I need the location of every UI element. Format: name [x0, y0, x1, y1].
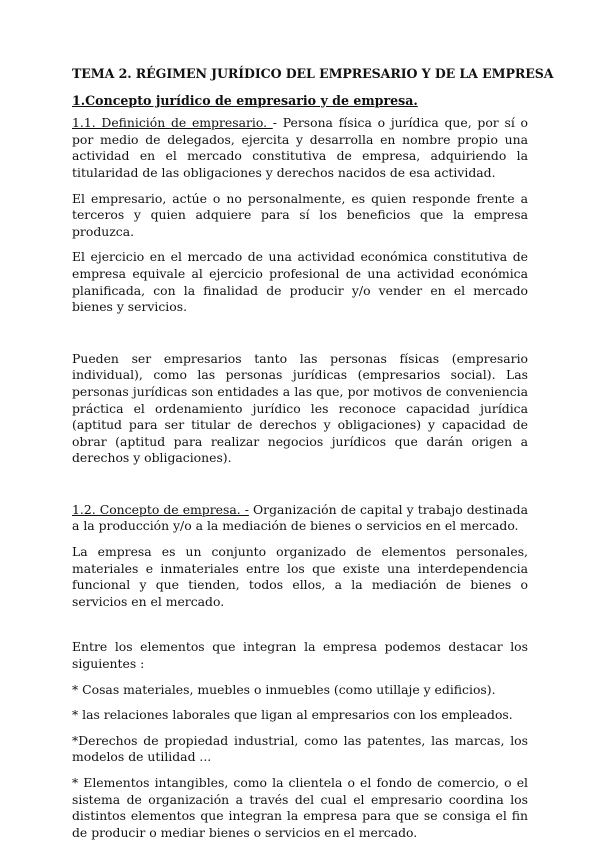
paragraph-ejercicio: El ejercicio en el mercado de una actividad económica constitutiva de empresa equivale al ejercicio profesional de una actividad económica planificada, con la finalidad de producir y/o vender en el mercado bienes y servicios.	[72, 249, 528, 315]
paragraph-pueden: Pueden ser empresarios tanto las personas físicas (empresario individual), como las personas jurídicas (empresarios social). Las personas jurídicas son entidades a las que, por motivos de conveniencia práctica el ordenamiento jurídico les reconoce capacidad jurídica (aptitud para ser titular de derechos y obligaciones) y capacidad de obrar (aptitud para realizar negocios jurídicos que darán origen a derechos y obligaciones).	[72, 350, 528, 466]
document-title: TEMA 2. RÉGIMEN JURÍDICO DEL EMPRESARIO Y DE LA EMPRESA	[72, 66, 554, 81]
document-page	[72, 66, 554, 850]
list-item: * las relaciones laborales que ligan al empresarios con los empleados.	[72, 707, 513, 723]
definition-empresario-text: - Persona física o jurídica que, por sí o por medio de delegados, ejercita y desarrolla en nombre propio una actividad en el mercado constitutiva de empresa, adquiriendo la titularidad de las obligaciones y derechos nacidos de esa actividad.	[72, 115, 528, 180]
definition-empresa	[72, 502, 528, 535]
paragraph-empresa: La empresa es un conjunto organizado de elementos personales, materiales e inmateriales entre los que existe una interdependencia funcional y que tienden, todos ellos, a la mediación de bienes o servicios en el mercado.	[72, 544, 528, 609]
section-heading-1: 1.Concepto jurídico de empresario y de empresa.	[72, 92, 418, 108]
definition-empresario	[72, 115, 528, 181]
list-item: *Derechos de propiedad industrial, como las patentes, las marcas, los modelos de utilidad ...	[72, 732, 528, 765]
paragraph-empresario: El empresario, actúe o no personalmente, es quien responde frente a terceros y quien adquiere para sí los beneficios que la empresa produzca.	[72, 190, 528, 239]
definition-empresa-text: Organización de capital y trabajo destinada a la producción y/o a la mediación de bienes o servicios en el mercado.	[72, 501, 528, 534]
subheading-1-2: 1.2. Concepto de empresa. -	[72, 501, 249, 517]
paragraph-entre: Entre los elementos que integran la empresa podemos destacar los siguientes :	[72, 639, 528, 672]
list-item: * Cosas materiales, muebles o inmuebles (como utillaje y edificios).	[72, 681, 496, 697]
subheading-1-1: 1.1. Definición de empresario.	[72, 115, 273, 131]
list-item: * Elementos intangibles, como la clientela o el fondo de comercio, o el sistema de organización a través del cual el empresario coordina los distintos elementos que integran la empresa para que se consiga el fin de producir o mediar bienes o servicios en el mercado.	[72, 775, 528, 840]
